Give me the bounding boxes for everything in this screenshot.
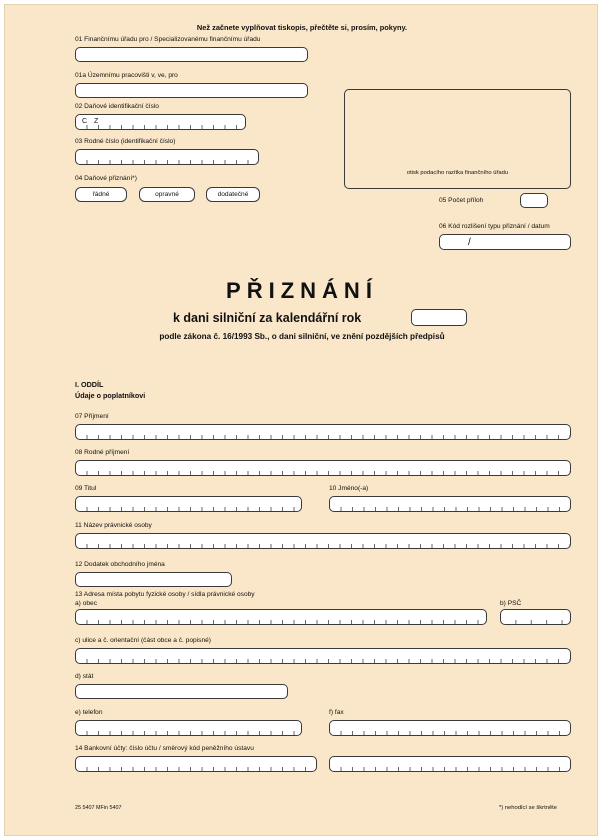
field-13f-label: f) fax xyxy=(329,709,344,716)
field-02-input[interactable] xyxy=(75,114,246,130)
field-13c-label: c) ulice a č. orientační (část obce a č. popisné) xyxy=(75,637,211,644)
field-06-label: 06 Kód rozlišení typu přiznání / datum xyxy=(439,223,550,230)
dic-prefix-c: C xyxy=(82,118,88,125)
field-14-label: 14 Bankovní účty: číslo účtu / směrový kód peněžního ústavu xyxy=(75,745,254,752)
dic-prefix-z: Z xyxy=(94,118,99,125)
field-05-label: 05 Počet příloh xyxy=(439,197,484,204)
field-07-input[interactable] xyxy=(75,424,571,440)
option-opravne-button[interactable]: opravné xyxy=(139,187,195,202)
form-law-reference: podle zákona č. 16/1993 Sb., o dani silniční, ve znění pozdějších předpisů xyxy=(159,332,445,341)
section-subheading: Údaje o poplatníkovi xyxy=(75,391,146,400)
form-title: PŘIZNÁNÍ xyxy=(226,278,378,303)
field-06-input[interactable] xyxy=(439,234,571,250)
field-05-input[interactable] xyxy=(520,193,548,208)
bank-account-number-input[interactable] xyxy=(75,756,317,772)
form-subtitle: k dani silniční za kalendářní rok xyxy=(173,311,362,325)
field-13e-input[interactable] xyxy=(75,720,302,736)
stamp-area xyxy=(344,89,571,189)
bank-code-input[interactable] xyxy=(329,756,571,772)
field-13f-input[interactable] xyxy=(329,720,571,736)
field-13d-input[interactable] xyxy=(75,684,288,699)
field-01-input[interactable] xyxy=(75,47,308,62)
stamp-caption: otisk podacího razítka finančního úřadu xyxy=(406,170,509,176)
field-10-input[interactable] xyxy=(329,496,571,512)
field-01a-label: 01a Územnímu pracovišti v, ve, pro xyxy=(75,72,178,79)
instructions-header: Než začnete vyplňovat tiskopis, přečtěte si, prosím, pokyny. xyxy=(196,23,408,32)
field-06-separator: / xyxy=(468,237,471,248)
field-03-label: 03 Rodné číslo (identifikační číslo) xyxy=(75,138,176,145)
field-13c-input[interactable] xyxy=(75,648,571,664)
form-code: 25 5407 MFin 5407 xyxy=(75,805,122,811)
field-13e-label: e) telefon xyxy=(75,709,103,716)
field-08-input[interactable] xyxy=(75,460,571,476)
field-01a-input[interactable] xyxy=(75,83,308,98)
field-02-label: 02 Daňové identifikační číslo xyxy=(75,103,159,110)
field-10-label: 10 Jméno(-a) xyxy=(329,485,369,492)
tax-form-page xyxy=(4,4,598,836)
field-11-input[interactable] xyxy=(75,533,571,549)
section-heading: I. ODDÍL xyxy=(75,380,104,389)
field-03-input[interactable] xyxy=(75,149,259,165)
field-13-label: 13 Adresa místa pobytu fyzické osoby / sídla právnické osoby xyxy=(75,591,255,598)
tax-year-input[interactable] xyxy=(411,309,467,326)
field-12-input[interactable] xyxy=(75,572,232,587)
option-radne-button[interactable]: řádné xyxy=(75,187,127,202)
field-01-label: 01 Finančnímu úřadu pro / Specializovanému finančnímu úřadu xyxy=(75,36,261,43)
field-13a-input[interactable] xyxy=(75,609,487,625)
field-13b-input[interactable] xyxy=(500,609,571,625)
field-08-label: 08 Rodné příjmení xyxy=(75,449,130,456)
option-dodatecne-button[interactable]: dodatečné xyxy=(206,187,260,202)
field-09-label: 09 Titul xyxy=(75,485,97,492)
field-04-label: 04 Daňové přiznání*) xyxy=(75,175,137,182)
field-13d-label: d) stát xyxy=(75,673,94,680)
field-12-label: 12 Dodatek obchodního jména xyxy=(75,561,165,568)
footnote: *) nehodící se škrtněte xyxy=(499,805,558,811)
field-07-label: 07 Příjmení xyxy=(75,413,109,420)
field-13b-label: b) PSČ xyxy=(500,600,522,607)
field-09-input[interactable] xyxy=(75,496,302,512)
field-11-label: 11 Název právnické osoby xyxy=(75,522,152,529)
field-13a-label: a) obec xyxy=(75,600,97,607)
